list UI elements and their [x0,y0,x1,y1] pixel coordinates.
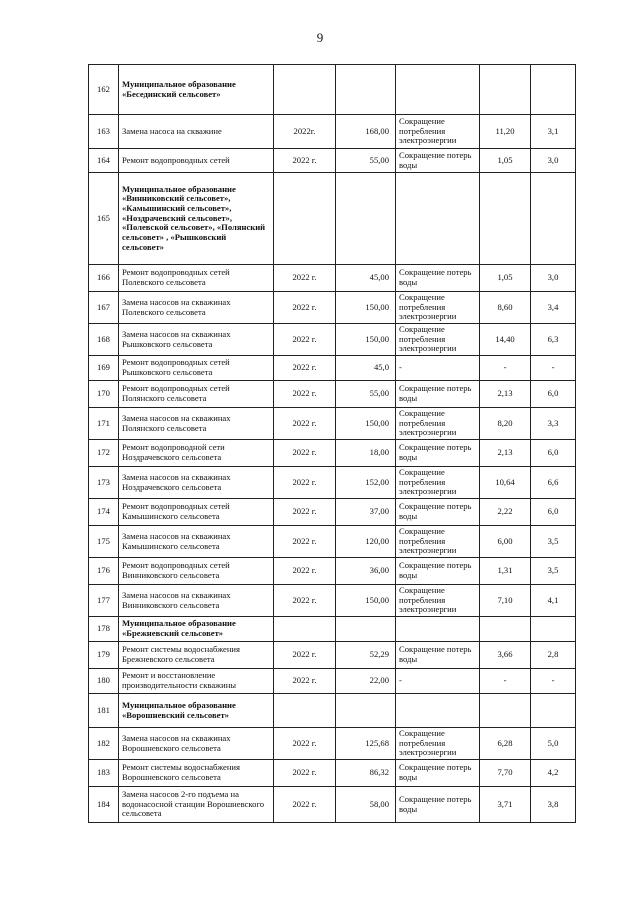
effect-cell: Сокращение потребления электроэнергии [396,324,480,356]
effect-cell: Сокращение потребления электроэнергии [396,585,480,617]
indicator-1-cell: 3,66 [480,642,531,669]
indicator-1-cell: - [480,669,531,694]
effect-cell: - [396,669,480,694]
row-number-cell: 170 [89,381,119,408]
indicator-2-cell: 6,0 [531,499,576,526]
amount-cell: 55,00 [336,149,396,173]
table-row [89,526,576,558]
row-number-cell: 177 [89,585,119,617]
effect-cell [396,65,480,115]
year-cell: 2022г. [274,115,336,149]
indicator-1-cell: 6,28 [480,728,531,760]
measure-name-cell: Замена насосов на скважинах Полянского сельсовета [119,408,274,440]
table-row [89,467,576,499]
amount-cell: 36,00 [336,558,396,585]
row-number-cell: 167 [89,292,119,324]
row-number-cell: 163 [89,115,119,149]
measure-name-cell: Замена насосов на скважинах Полевского сельсовета [119,292,274,324]
table-row [89,585,576,617]
indicator-2-cell: 3,5 [531,526,576,558]
effect-cell [396,617,480,642]
row-number-cell: 171 [89,408,119,440]
measure-name-cell: Муниципальное образование «Винниковский сельсовет», «Камышинский сельсовет», «Ноздрачевский сельсовет», «Полевской сельсовет», «Полянский сельсовет» , «Рышковский сельсовет» [119,173,274,265]
indicator-1-cell: - [480,356,531,381]
indicator-2-cell: 6,0 [531,381,576,408]
table-row [89,440,576,467]
effect-cell: Сокращение потребления электроэнергии [396,526,480,558]
indicator-1-cell: 11,20 [480,115,531,149]
amount-cell: 45,00 [336,265,396,292]
amount-cell: 120,00 [336,526,396,558]
year-cell: 2022 г. [274,440,336,467]
indicator-1-cell: 8,60 [480,292,531,324]
measure-name-cell: Ремонт системы водоснабжения Ворошневского сельсовета [119,760,274,787]
indicator-2-cell: 3,5 [531,558,576,585]
measure-name-cell: Ремонт водопроводных сетей Винниковского сельсовета [119,558,274,585]
measure-name-cell: Замена насосов на скважинах Камышинского сельсовета [119,526,274,558]
amount-cell: 18,00 [336,440,396,467]
effect-cell: Сокращение потерь воды [396,265,480,292]
indicator-2-cell: 3,1 [531,115,576,149]
year-cell: 2022 г. [274,642,336,669]
table-row [89,787,576,823]
indicator-1-cell [480,173,531,265]
row-number-cell: 169 [89,356,119,381]
row-number-cell: 180 [89,669,119,694]
indicator-1-cell: 7,10 [480,585,531,617]
effect-cell: Сокращение потерь воды [396,381,480,408]
measures-table [88,64,576,823]
year-cell: 2022 г. [274,558,336,585]
indicator-2-cell [531,617,576,642]
table-row [89,408,576,440]
table-row [89,381,576,408]
row-number-cell: 184 [89,787,119,823]
table-row [89,115,576,149]
year-cell: 2022 г. [274,760,336,787]
effect-cell: Сокращение потерь воды [396,760,480,787]
indicator-1-cell: 1,05 [480,265,531,292]
year-cell: 2022 г. [274,356,336,381]
indicator-2-cell: 3,0 [531,149,576,173]
indicator-2-cell: 5,0 [531,728,576,760]
section-header-row [89,694,576,728]
effect-cell [396,694,480,728]
row-number-cell: 162 [89,65,119,115]
table-row [89,265,576,292]
amount-cell: 150,00 [336,324,396,356]
indicator-1-cell: 14,40 [480,324,531,356]
amount-cell: 52,29 [336,642,396,669]
table-row [89,669,576,694]
indicator-2-cell [531,173,576,265]
measure-name-cell: Муниципальное образование «Брежневский сельсовет» [119,617,274,642]
measure-name-cell: Ремонт водопроводных сетей [119,149,274,173]
year-cell: 2022 г. [274,669,336,694]
amount-cell: 45,0 [336,356,396,381]
amount-cell [336,694,396,728]
indicator-1-cell: 2,13 [480,381,531,408]
measure-name-cell: Ремонт и восстановление производительности скважины [119,669,274,694]
amount-cell: 150,00 [336,408,396,440]
measure-name-cell: Муниципальное образование «Бесединский сельсовет» [119,65,274,115]
year-cell: 2022 г. [274,467,336,499]
indicator-1-cell: 2,22 [480,499,531,526]
amount-cell: 152,00 [336,467,396,499]
row-number-cell: 182 [89,728,119,760]
measure-name-cell: Ремонт водопроводных сетей Полянского сельсовета [119,381,274,408]
table-row [89,149,576,173]
amount-cell: 168,00 [336,115,396,149]
section-header-row [89,173,576,265]
amount-cell [336,617,396,642]
indicator-2-cell: 4,2 [531,760,576,787]
effect-cell: Сокращение потерь воды [396,440,480,467]
table-row [89,642,576,669]
effect-cell: Сокращение потерь воды [396,149,480,173]
indicator-2-cell: 3,0 [531,265,576,292]
indicator-1-cell [480,617,531,642]
year-cell: 2022 г. [274,787,336,823]
year-cell: 2022 г. [274,526,336,558]
indicator-1-cell: 1,05 [480,149,531,173]
year-cell [274,694,336,728]
measure-name-cell: Замена насосов на скважинах Ворошневского сельсовета [119,728,274,760]
indicator-2-cell: 6,6 [531,467,576,499]
indicator-2-cell [531,694,576,728]
year-cell [274,617,336,642]
row-number-cell: 174 [89,499,119,526]
table-row [89,760,576,787]
row-number-cell: 168 [89,324,119,356]
measure-name-cell: Замена насоса на скважине [119,115,274,149]
effect-cell: Сокращение потребления электроэнергии [396,115,480,149]
indicator-2-cell: 3,3 [531,408,576,440]
amount-cell: 150,00 [336,292,396,324]
indicator-2-cell: 4,1 [531,585,576,617]
row-number-cell: 183 [89,760,119,787]
measure-name-cell: Замена насосов на скважинах Рышковского сельсовета [119,324,274,356]
effect-cell: Сокращение потребления электроэнергии [396,728,480,760]
amount-cell: 150,00 [336,585,396,617]
indicator-2-cell: - [531,669,576,694]
indicator-1-cell [480,65,531,115]
measure-name-cell: Ремонт системы водоснабжения Брежневского сельсовета [119,642,274,669]
year-cell [274,173,336,265]
table-row [89,499,576,526]
amount-cell: 86,32 [336,760,396,787]
year-cell: 2022 г. [274,381,336,408]
amount-cell [336,65,396,115]
page-number: 9 [316,30,324,45]
row-number-cell: 173 [89,467,119,499]
row-number-cell: 178 [89,617,119,642]
amount-cell [336,173,396,265]
row-number-cell: 165 [89,173,119,265]
measure-name-cell: Муниципальное образование «Ворошневский сельсовет» [119,694,274,728]
row-number-cell: 164 [89,149,119,173]
year-cell: 2022 г. [274,265,336,292]
measure-name-cell: Ремонт водопроводной сети Ноздрачевского сельсовета [119,440,274,467]
measure-name-cell: Замена насосов на скважинах Винниковского сельсовета [119,585,274,617]
row-number-cell: 176 [89,558,119,585]
indicator-1-cell: 2,13 [480,440,531,467]
measure-name-cell: Замена насосов на скважинах Ноздрачевского сельсовета [119,467,274,499]
table-row [89,324,576,356]
row-number-cell: 172 [89,440,119,467]
amount-cell: 58,00 [336,787,396,823]
year-cell: 2022 г. [274,408,336,440]
measure-name-cell: Ремонт водопроводных сетей Камышинского сельсовета [119,499,274,526]
indicator-2-cell: 6,3 [531,324,576,356]
year-cell: 2022 г. [274,324,336,356]
measure-name-cell: Ремонт водопроводных сетей Рышковского сельсовета [119,356,274,381]
year-cell: 2022 г. [274,292,336,324]
indicator-2-cell: 6,0 [531,440,576,467]
measure-name-cell: Ремонт водопроводных сетей Полевского сельсовета [119,265,274,292]
effect-cell: Сокращение потерь воды [396,558,480,585]
table-row [89,356,576,381]
year-cell [274,65,336,115]
effect-cell: Сокращение потребления электроэнергии [396,408,480,440]
section-header-row [89,617,576,642]
indicator-1-cell: 7,70 [480,760,531,787]
table-row [89,558,576,585]
indicator-1-cell: 10,64 [480,467,531,499]
year-cell: 2022 г. [274,499,336,526]
amount-cell: 22,00 [336,669,396,694]
indicator-2-cell: 3,8 [531,787,576,823]
amount-cell: 125,68 [336,728,396,760]
indicator-2-cell: 3,4 [531,292,576,324]
indicator-1-cell: 6,00 [480,526,531,558]
indicator-1-cell: 8,20 [480,408,531,440]
year-cell: 2022 г. [274,149,336,173]
effect-cell [396,173,480,265]
row-number-cell: 175 [89,526,119,558]
measure-name-cell: Замена насосов 2-го подъема на водонасосной станции Ворошневского сельсовета [119,787,274,823]
table-row [89,728,576,760]
row-number-cell: 179 [89,642,119,669]
table-row [89,292,576,324]
indicator-1-cell [480,694,531,728]
effect-cell: - [396,356,480,381]
effect-cell: Сокращение потерь воды [396,642,480,669]
amount-cell: 37,00 [336,499,396,526]
section-header-row [89,65,576,115]
indicator-1-cell: 1,31 [480,558,531,585]
indicator-1-cell: 3,71 [480,787,531,823]
effect-cell: Сокращение потребления электроэнергии [396,292,480,324]
effect-cell: Сокращение потерь воды [396,499,480,526]
row-number-cell: 166 [89,265,119,292]
year-cell: 2022 г. [274,728,336,760]
amount-cell: 55,00 [336,381,396,408]
indicator-2-cell [531,65,576,115]
indicator-2-cell: - [531,356,576,381]
indicator-2-cell: 2,8 [531,642,576,669]
row-number-cell: 181 [89,694,119,728]
effect-cell: Сокращение потерь воды [396,787,480,823]
year-cell: 2022 г. [274,585,336,617]
effect-cell: Сокращение потребления электроэнергии [396,467,480,499]
